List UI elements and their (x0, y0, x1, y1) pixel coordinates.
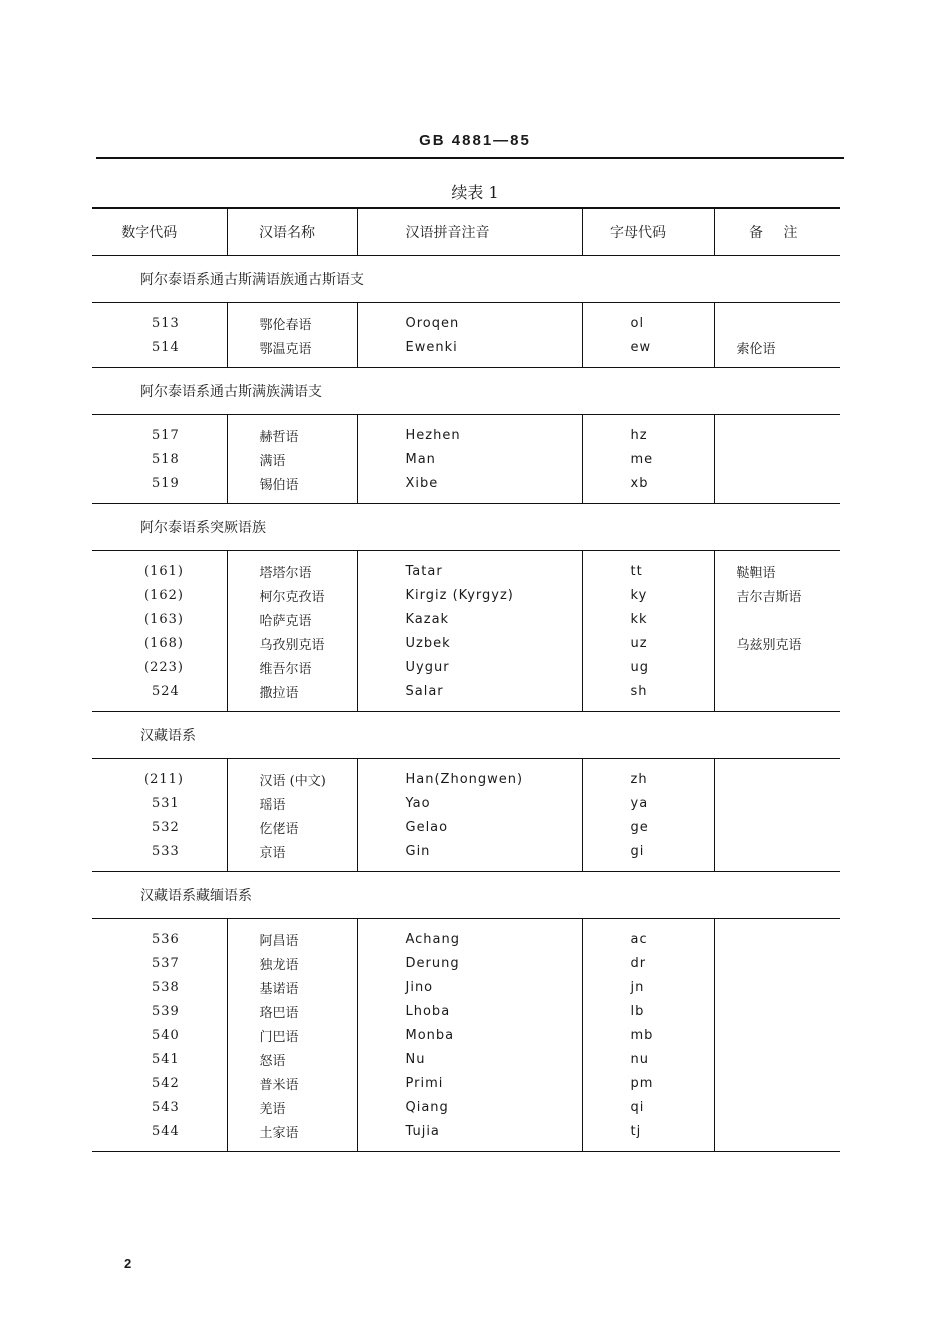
cell-note (714, 471, 840, 504)
table-row (92, 791, 840, 815)
cell-chinese-name: 羌语 (227, 1095, 357, 1119)
cell-note (714, 975, 840, 999)
cell-code: 540 (152, 1027, 180, 1043)
cell-chinese-name: 阿昌语 (227, 919, 357, 952)
cell-note (714, 759, 840, 792)
page-number: 2 (124, 1256, 132, 1271)
standard-code-header: GB 4881—85 (419, 132, 531, 149)
group-heading-row (92, 368, 840, 415)
cell-pinyin: Monba (357, 1023, 582, 1047)
cell-code: 513 (152, 315, 180, 331)
cell-note: 吉尔吉斯语 (714, 583, 840, 607)
table-row (92, 951, 840, 975)
group-rows (92, 551, 840, 712)
group-heading: 汉藏语系 (92, 712, 840, 759)
table-row (92, 583, 840, 607)
cell-chinese-name: 基诺语 (227, 975, 357, 999)
cell-code: 531 (152, 795, 180, 811)
group-rows (92, 759, 840, 872)
cell-pinyin: Derung (357, 951, 582, 975)
cell-chinese-name: 土家语 (227, 1119, 357, 1152)
cell-code: (163) (144, 611, 184, 627)
cell-pinyin: Han(Zhongwen) (357, 759, 582, 792)
header-row (92, 208, 840, 256)
table-row (92, 679, 840, 712)
cell-pinyin: Achang (357, 919, 582, 952)
table-row (92, 1071, 840, 1095)
cell-pinyin: Yao (357, 791, 582, 815)
cell-letter-code: gi (582, 839, 714, 872)
cell-code: 524 (92, 679, 227, 712)
cell-letter-code: dr (582, 951, 714, 975)
group-heading: 阿尔泰语系突厥语族 (92, 504, 840, 551)
cell-note (714, 791, 840, 815)
cell-chinese-name: 哈萨克语 (227, 607, 357, 631)
cell-note (714, 303, 840, 336)
cell-chinese-name: 赫哲语 (227, 415, 357, 448)
cell-chinese-name: 锡伯语 (227, 471, 357, 504)
table-row (92, 655, 840, 679)
cell-pinyin: Nu (357, 1047, 582, 1071)
table-title: 续表 1 (451, 183, 499, 202)
table-row (92, 551, 840, 584)
cell-letter-code: ya (582, 791, 714, 815)
group-heading-section (92, 872, 840, 919)
cell-code: 544 (92, 1119, 227, 1152)
cell-note (714, 1119, 840, 1152)
group-heading-row (92, 504, 840, 551)
table-row (92, 447, 840, 471)
table-row (92, 631, 840, 655)
cell-pinyin: Salar (357, 679, 582, 712)
cell-chinese-name: 门巴语 (227, 1023, 357, 1047)
table-row (92, 1119, 840, 1152)
cell-code: 517 (152, 427, 180, 443)
cell-code: 542 (152, 1075, 180, 1091)
cell-note: 乌兹别克语 (714, 631, 840, 655)
column-header-letter-code: 字母代码 (582, 208, 714, 256)
group-heading-row (92, 256, 840, 303)
cell-letter-code: ac (582, 919, 714, 952)
cell-chinese-name: 鄂温克语 (227, 335, 357, 368)
group-heading-section (92, 504, 840, 551)
cell-note (714, 919, 840, 952)
group-heading: 阿尔泰语系通古斯满族满语支 (92, 368, 840, 415)
cell-letter-code: nu (582, 1047, 714, 1071)
cell-pinyin: Oroqen (357, 303, 582, 336)
table-row (92, 919, 840, 952)
group-rows (92, 303, 840, 368)
cell-code: (161) (144, 563, 184, 579)
cell-letter-code: ge (582, 815, 714, 839)
group-rows (92, 415, 840, 504)
column-header-pinyin: 汉语拼音注音 (357, 208, 582, 256)
cell-note (714, 607, 840, 631)
cell-letter-code: xb (582, 471, 714, 504)
cell-note (714, 447, 840, 471)
cell-code: 539 (152, 1003, 180, 1019)
column-header-chinese-name: 汉语名称 (227, 208, 357, 256)
cell-code: 541 (152, 1051, 180, 1067)
group-heading-section (92, 368, 840, 415)
cell-letter-code: kk (582, 607, 714, 631)
cell-letter-code: uz (582, 631, 714, 655)
table-row (92, 1095, 840, 1119)
cell-pinyin: Tujia (357, 1119, 582, 1152)
cell-letter-code: ol (582, 303, 714, 336)
group-rows (92, 919, 840, 1152)
table-row (92, 839, 840, 872)
cell-chinese-name: 塔塔尔语 (227, 551, 357, 584)
cell-note (714, 1023, 840, 1047)
group-heading-section (92, 256, 840, 303)
group-heading: 汉藏语系藏缅语系 (92, 872, 840, 919)
cell-code: (223) (144, 659, 184, 675)
cell-letter-code: jn (582, 975, 714, 999)
cell-pinyin: Primi (357, 1071, 582, 1095)
cell-code: (211) (144, 771, 184, 787)
cell-letter-code: ew (582, 335, 714, 368)
cell-letter-code: lb (582, 999, 714, 1023)
table-row (92, 1023, 840, 1047)
cell-code: 537 (152, 955, 180, 971)
cell-pinyin: Uzbek (357, 631, 582, 655)
group-heading-row (92, 872, 840, 919)
cell-note (714, 999, 840, 1023)
cell-pinyin: Xibe (357, 471, 582, 504)
cell-chinese-name: 鄂伦春语 (227, 303, 357, 336)
cell-letter-code: hz (582, 415, 714, 448)
header-rule (96, 157, 844, 159)
cell-letter-code: qi (582, 1095, 714, 1119)
cell-chinese-name: 怒语 (227, 1047, 357, 1071)
cell-note (714, 1047, 840, 1071)
table-row (92, 975, 840, 999)
cell-code: (162) (144, 587, 184, 603)
cell-pinyin: Gelao (357, 815, 582, 839)
cell-chinese-name: 撒拉语 (227, 679, 357, 712)
cell-chinese-name: 仡佬语 (227, 815, 357, 839)
table-row (92, 335, 840, 368)
cell-code: 518 (152, 451, 180, 467)
table-row (92, 471, 840, 504)
table-row (92, 759, 840, 792)
cell-letter-code: mb (582, 1023, 714, 1047)
cell-code: 532 (152, 819, 180, 835)
table-row (92, 415, 840, 448)
cell-pinyin: Qiang (357, 1095, 582, 1119)
cell-code: (168) (144, 635, 184, 651)
cell-code: 538 (152, 979, 180, 995)
cell-code: 519 (92, 471, 227, 504)
cell-note (714, 839, 840, 872)
language-code-table-container (92, 207, 840, 1152)
cell-pinyin: Lhoba (357, 999, 582, 1023)
table-row (92, 303, 840, 336)
cell-code: 536 (152, 931, 180, 947)
cell-note (714, 1071, 840, 1095)
cell-letter-code: sh (582, 679, 714, 712)
cell-letter-code: pm (582, 1071, 714, 1095)
cell-note: 鞑靼语 (714, 551, 840, 584)
cell-note (714, 655, 840, 679)
column-header-notes: 备 注 (714, 208, 840, 256)
cell-code: 514 (92, 335, 227, 368)
cell-pinyin: Kazak (357, 607, 582, 631)
cell-chinese-name: 瑶语 (227, 791, 357, 815)
language-code-table (92, 207, 840, 1152)
cell-chinese-name: 普米语 (227, 1071, 357, 1095)
cell-code: 533 (92, 839, 227, 872)
table-row (92, 999, 840, 1023)
cell-letter-code: me (582, 447, 714, 471)
cell-chinese-name: 乌孜别克语 (227, 631, 357, 655)
cell-pinyin: Jino (357, 975, 582, 999)
cell-pinyin: Uygur (357, 655, 582, 679)
cell-chinese-name: 独龙语 (227, 951, 357, 975)
cell-note (714, 1095, 840, 1119)
cell-note (714, 415, 840, 448)
group-heading-row (92, 712, 840, 759)
cell-chinese-name: 京语 (227, 839, 357, 872)
cell-pinyin: Man (357, 447, 582, 471)
cell-letter-code: tj (582, 1119, 714, 1152)
cell-pinyin: Kirgiz (Kyrgyz) (357, 583, 582, 607)
group-heading-section (92, 712, 840, 759)
cell-letter-code: ug (582, 655, 714, 679)
cell-note (714, 679, 840, 712)
table-row (92, 1047, 840, 1071)
group-heading: 阿尔泰语系通古斯满语族通古斯语支 (92, 256, 840, 303)
cell-chinese-name: 汉语 (中文) (227, 759, 357, 792)
table-header (92, 208, 840, 256)
cell-chinese-name: 珞巴语 (227, 999, 357, 1023)
table-row (92, 815, 840, 839)
cell-note (714, 815, 840, 839)
cell-letter-code: ky (582, 583, 714, 607)
cell-pinyin: Gin (357, 839, 582, 872)
cell-letter-code: zh (582, 759, 714, 792)
cell-chinese-name: 维吾尔语 (227, 655, 357, 679)
cell-note: 索伦语 (714, 335, 840, 368)
cell-note (714, 951, 840, 975)
cell-pinyin: Hezhen (357, 415, 582, 448)
cell-chinese-name: 满语 (227, 447, 357, 471)
cell-letter-code: tt (582, 551, 714, 584)
cell-code: 543 (152, 1099, 180, 1115)
cell-pinyin: Tatar (357, 551, 582, 584)
cell-pinyin: Ewenki (357, 335, 582, 368)
table-row (92, 607, 840, 631)
cell-chinese-name: 柯尔克孜语 (227, 583, 357, 607)
column-header-code: 数字代码 (92, 208, 227, 256)
